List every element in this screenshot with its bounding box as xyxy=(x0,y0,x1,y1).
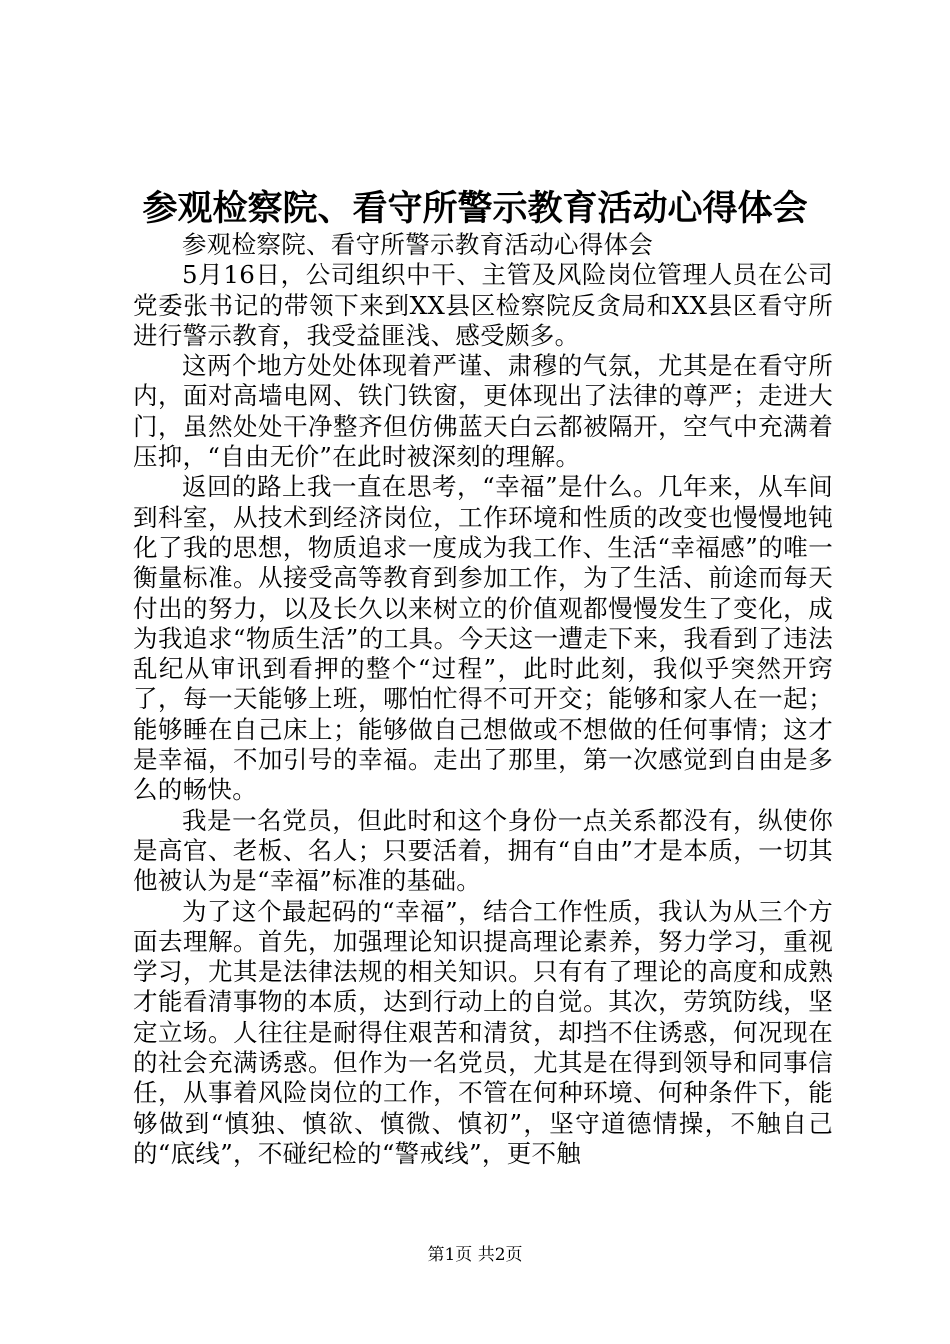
body-paragraph: 我是一名党员，但此时和这个身份一点关系都没有，纵使你是高官、老板、名人；只要活着，拥有“自由”才是本质，一切其他被认为是“幸福”标准的基础。 xyxy=(133,805,833,896)
subtitle-paragraph: 参观检察院、看守所警示教育活动心得体会 xyxy=(182,230,654,259)
body-paragraph: 这两个地方处处体现着严谨、肃穆的气氛，尤其是在看守所内，面对高墙电网、铁门铁窗，更体现出了法律的尊严；走进大门，虽然处处干净整齐但仿佛蓝天白云都被隔开，空气中充满着压抑，“自由无价”在此时被深刻的理解。 xyxy=(133,351,833,472)
page-indicator: 第1页 共2页 xyxy=(427,1245,523,1265)
body-paragraph: 为了这个最起码的“幸福”，结合工作性质，我认为从三个方面去理解。首先，加强理论知识提高理论素养，努力学习，重视学习，尤其是法律法规的相关知识。只有有了理论的高度和成熟才能看清事物的本质，达到行动上的自觉。其次，劳筑防线，坚定立场。人往往是耐得住艰苦和清贫，却挡不住诱惑，何况现在的社会充满诱惑。但作为一名党员，尤其是在得到领导和同事信任，从事着风险岗位的工作，不管在何种环境、何种条件下，能够做到“慎独、慎欲、慎微、慎初”，坚守道德情操，不触自己的“底线”，不碰纪检的“警戒线”，更不触 xyxy=(133,896,833,1168)
document-title: 参观检察院、看守所警示教育活动心得体会 xyxy=(142,188,808,229)
body-paragraph: 5月16日，公司组织中干、主管及风险岗位管理人员在公司党委张书记的带领下来到XX县区检察院反贪局和XX县区看守所进行警示教育，我受益匪浅、感受颇多。 xyxy=(133,260,833,350)
document-body xyxy=(133,230,833,1169)
body-paragraph: 返回的路上我一直在思考，“幸福”是什么。几年来，从车间到科室，从技术到经济岗位，工作环境和性质的改变也慢慢地钝化了我的思想，物质追求一度成为我工作、生活“幸福感”的唯一衡量标准。从接受高等教育到参加工作，为了生活、前途而每天付出的努力，以及长久以来树立的价值观都慢慢发生了变化，成为我追求“物质生活”的工具。今天这一遭走下来，我看到了违法乱纪从审讯到看押的整个“过程”，此时此刻，我似乎突然开窍了，每一天能够上班，哪怕忙得不可开交；能够和家人在一起；能够睡在自己床上；能够做自己想做或不想做的任何事情；这才是幸福，不加引号的幸福。走出了那里，第一次感觉到自由是多么的畅快。 xyxy=(133,472,833,805)
